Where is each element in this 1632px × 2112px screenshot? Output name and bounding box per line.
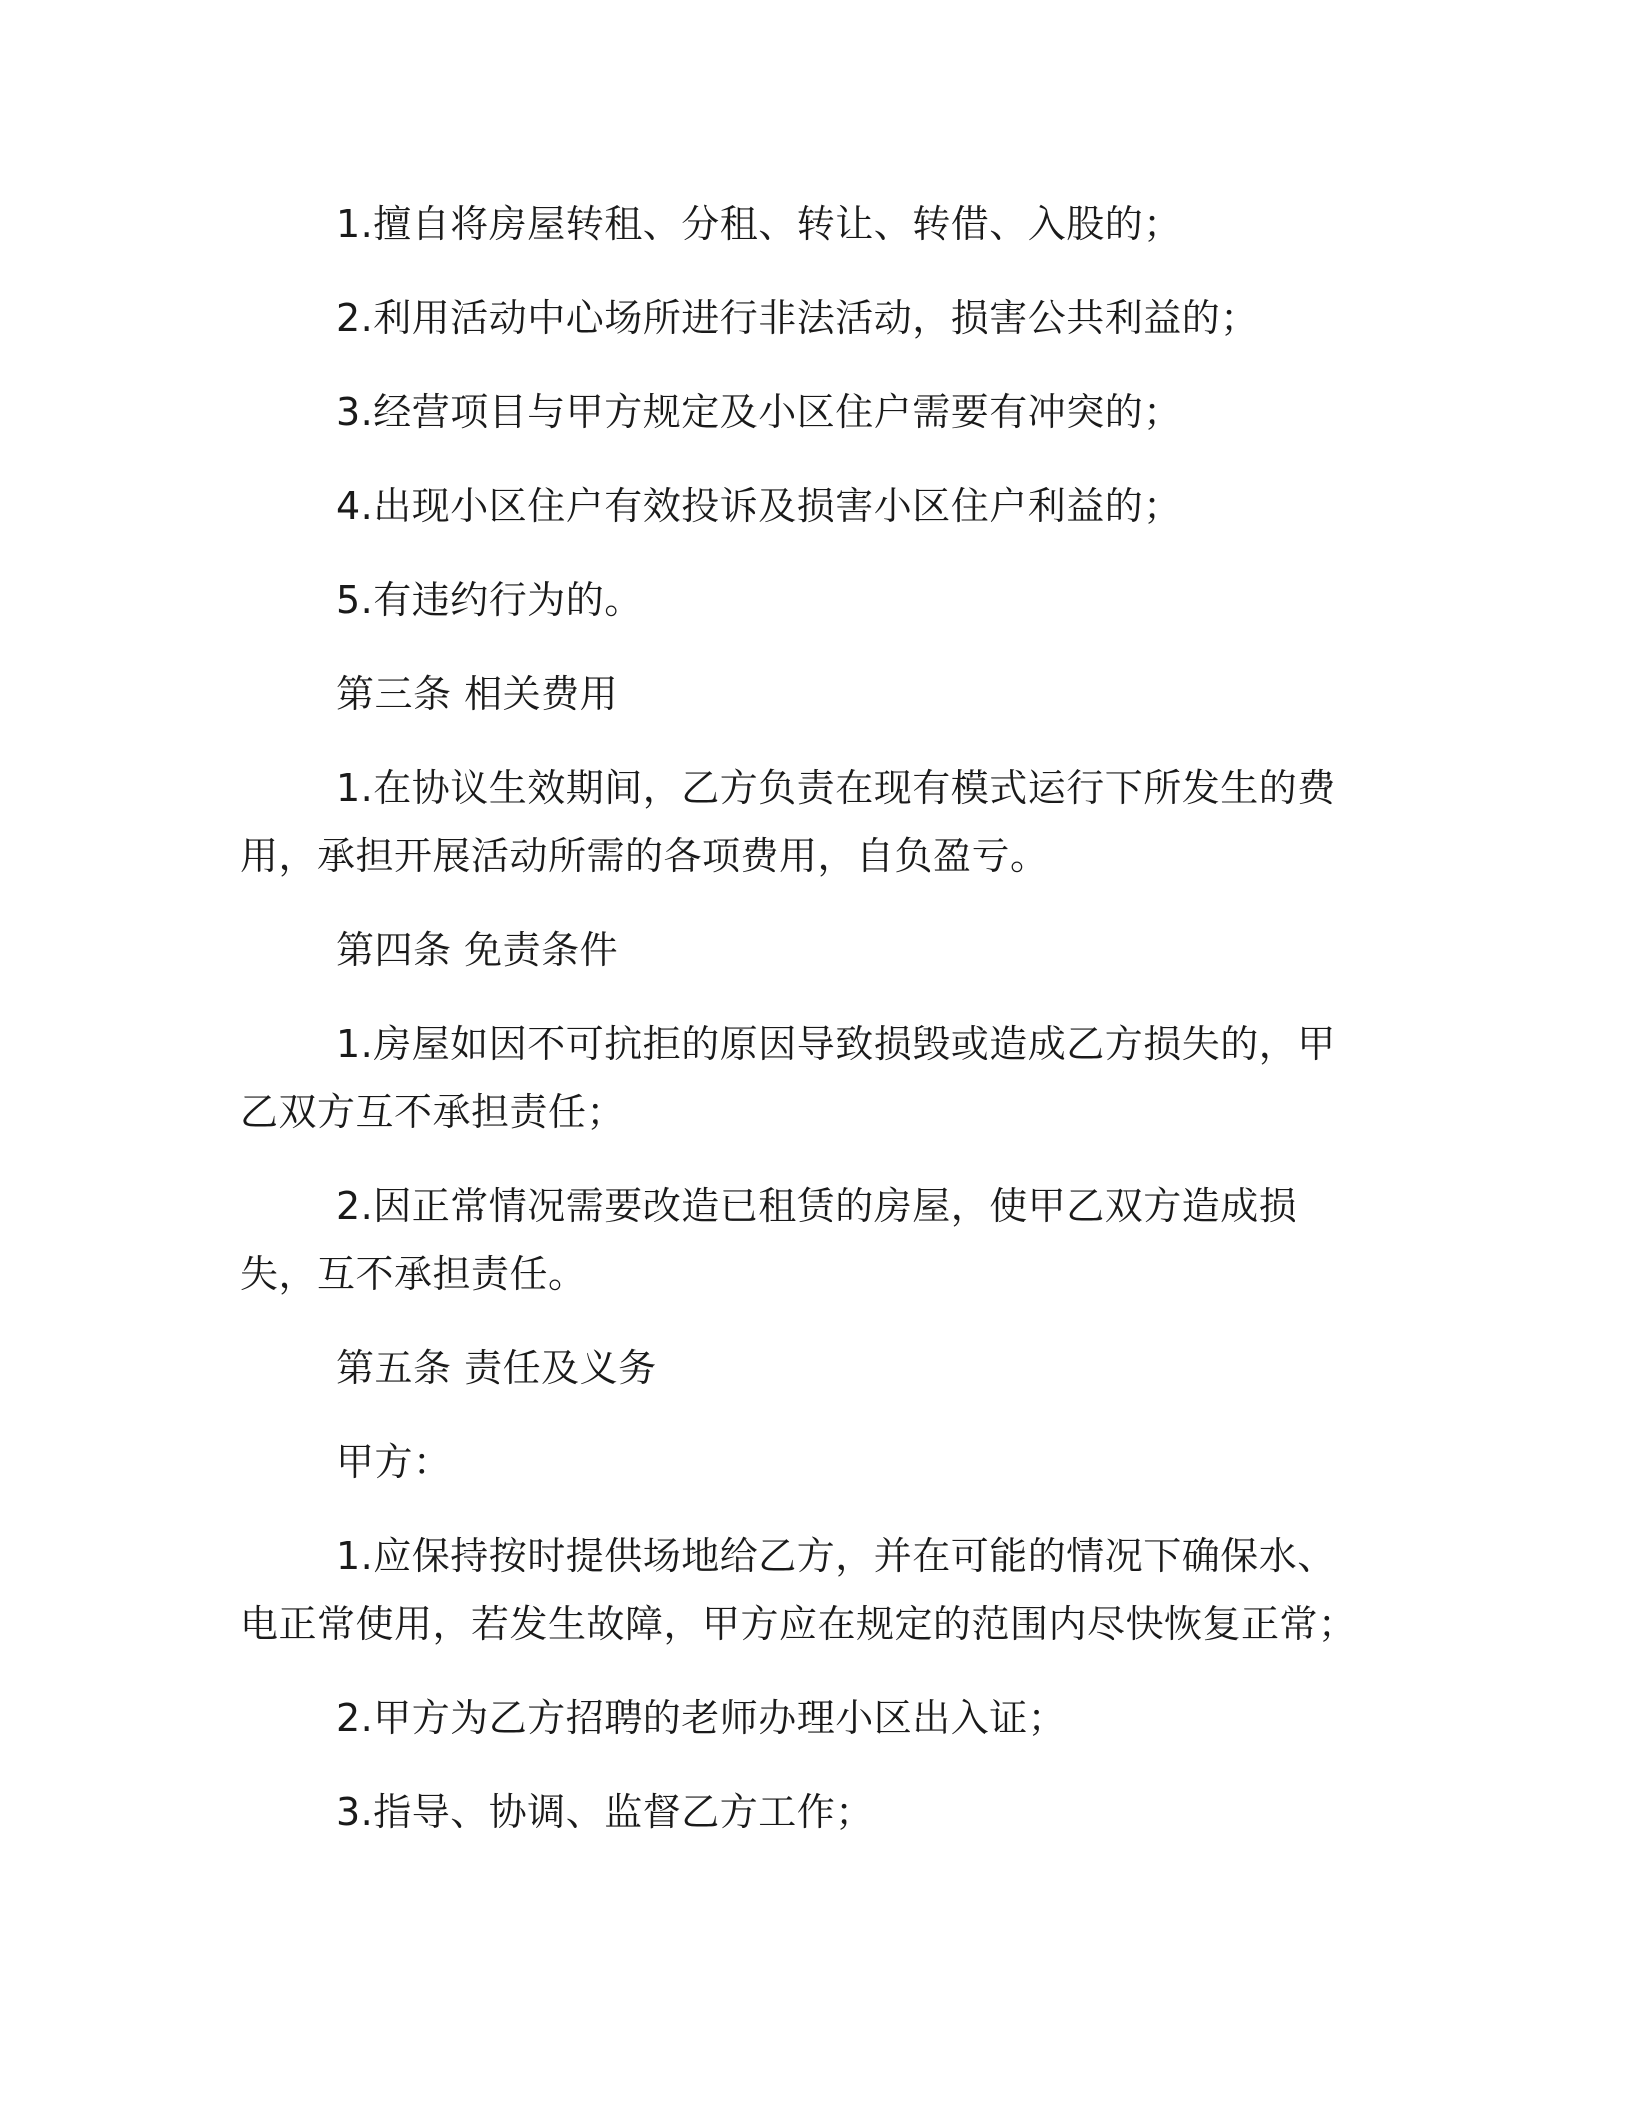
article-4-item-2: 2.因正常情况需要改造已租赁的房屋，使甲乙双方造成损失，互不承担责任。 — [240, 1184, 1298, 1296]
section-heading-article-3: 第三条 相关费用 — [336, 672, 619, 716]
document-page — [240, 190, 1370, 1872]
clause-item-2-illegal-activity: 2.利用活动中心场所进行非法活动，损害公共利益的； — [336, 296, 1259, 340]
section-heading-article-5: 第五条 责任及义务 — [336, 1346, 657, 1390]
clause-item-1-sublet: 1.擅自将房屋转租、分租、转让、转借、入股的； — [336, 202, 1182, 246]
party-a-item-2: 2.甲方为乙方招聘的老师办理小区出入证； — [336, 1696, 1067, 1740]
party-a-label: 甲方： — [336, 1440, 452, 1484]
clause-item-5-breach: 5.有违约行为的。 — [336, 578, 643, 622]
article-3-item-1: 1.在协议生效期间，乙方负责在现有模式运行下所发生的费用，承担开展活动所需的各项费用，自负盈亏。 — [240, 766, 1336, 878]
section-heading-article-4: 第四条 免责条件 — [336, 928, 619, 972]
article-4-item-1: 1.房屋如因不可抗拒的原因导致损毁或造成乙方损失的，甲乙双方互不承担责任； — [240, 1022, 1336, 1134]
clause-item-4-complaints: 4.出现小区住户有效投诉及损害小区住户利益的； — [336, 484, 1182, 528]
party-a-item-3: 3.指导、协调、监督乙方工作； — [336, 1790, 874, 1834]
party-a-item-1: 1.应保持按时提供场地给乙方，并在可能的情况下确保水、电正常使用，若发生故障，甲方应在规定的范围内尽快恢复正常； — [240, 1534, 1357, 1646]
clause-item-3-conflict: 3.经营项目与甲方规定及小区住户需要有冲突的； — [336, 390, 1182, 434]
